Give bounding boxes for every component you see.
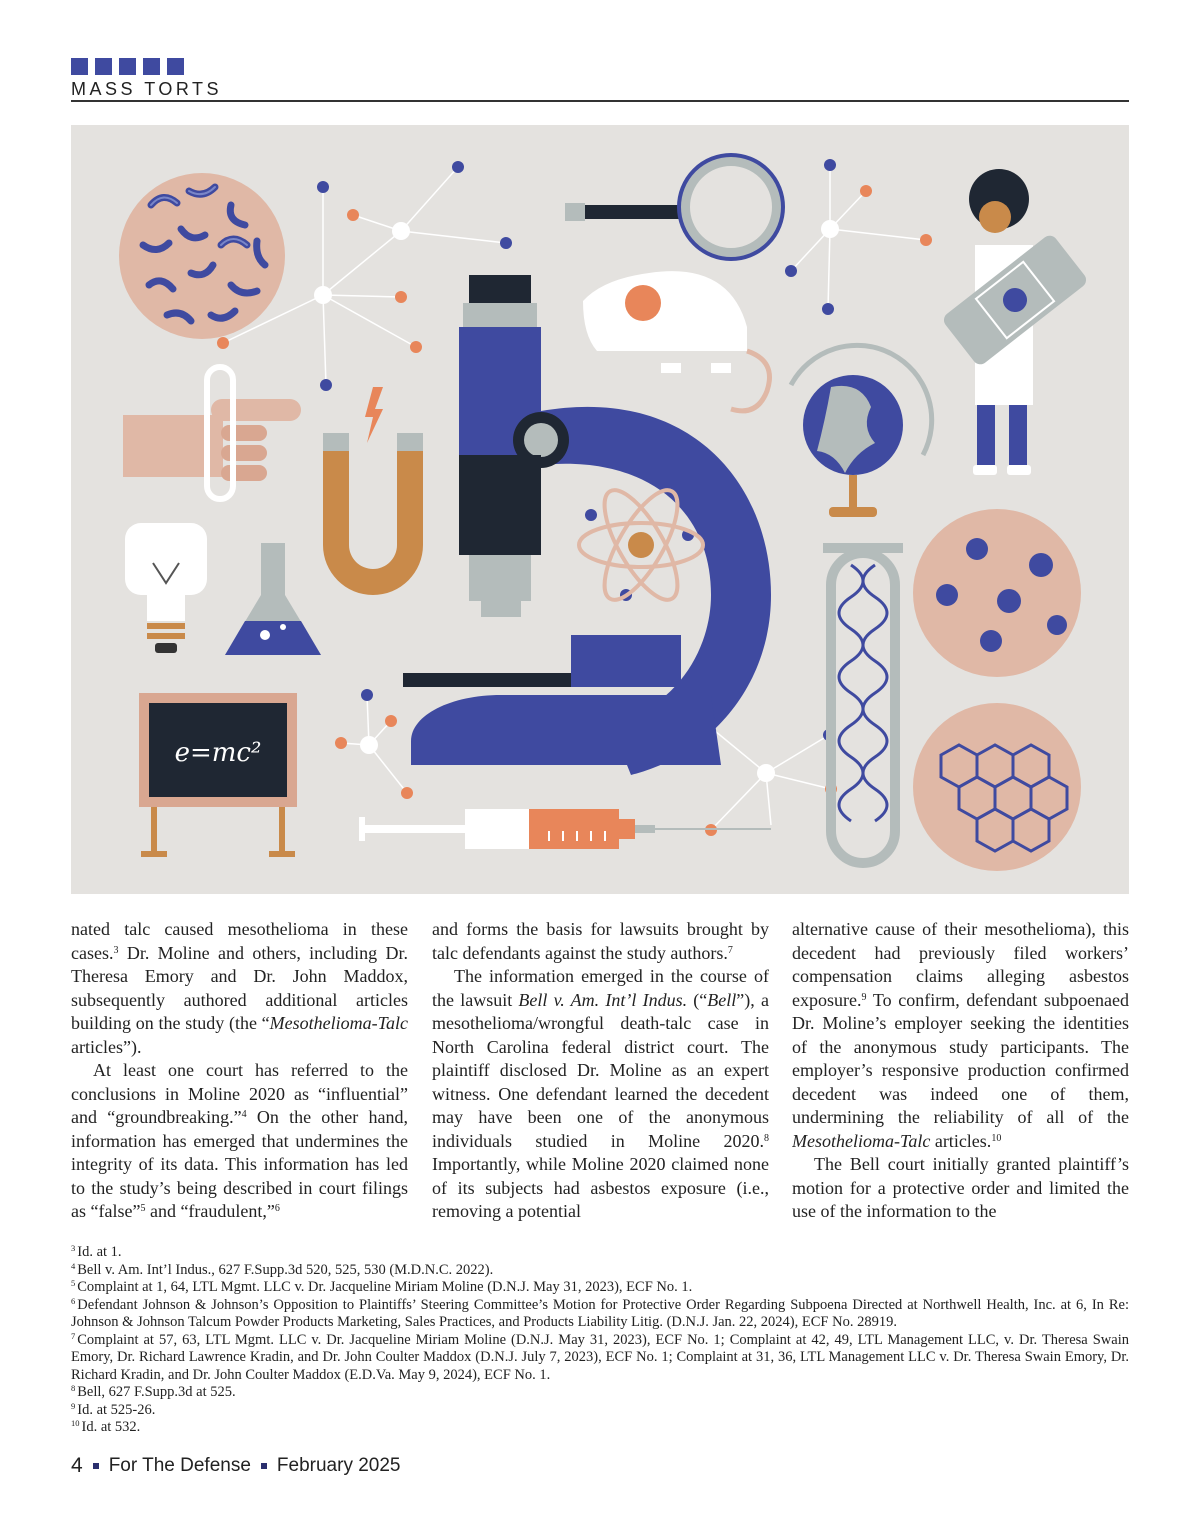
section-marker-squares: [71, 58, 184, 75]
footnote: [71, 1419, 1129, 1437]
footnote-number: 8: [71, 1383, 76, 1393]
science-illustration: [71, 125, 1129, 894]
footnotes: [71, 1244, 1129, 1437]
footnote: [71, 1384, 1129, 1402]
bullet-icon: [261, 1463, 267, 1469]
page-number: 4: [71, 1454, 83, 1477]
footnote: [71, 1297, 1129, 1332]
section-title: MASS TORTS: [71, 79, 223, 99]
page-footer: [71, 1454, 401, 1478]
footnote-text: Bell v. Am. Int’l Indus., 627 F.Supp.3d 520, 525, 530 (M.D.N.C. 2022).: [77, 1261, 494, 1278]
footnote: [71, 1262, 1129, 1280]
paragraph: nated talc caused mesothelioma in these cases.$^3$ Dr. Moline and others, including Dr. Theresa Emory and Dr. John Maddox, subsequently authored additional articles building on the study (the “Mesothelioma-Talc articles”).: [71, 919, 408, 1057]
bullet-icon: [93, 1463, 99, 1469]
footnote: [71, 1402, 1129, 1420]
paragraph: At least one court has referred to the conclusions in Moline 2020 as “influential” and “groundbreaking.”$^4$ On the other hand, information has emerged that undermines the integrity of its data. This information has led to the study’s being described in court filings as “false”$^5$ and “fraudulent,”$^6$: [71, 1060, 408, 1221]
footnote-text: Id. at 1.: [77, 1244, 122, 1260]
issue-date: February 2025: [276, 1455, 401, 1476]
footnote-text: Id. at 532.: [81, 1419, 141, 1435]
footnote-text: Bell, 627 F.Supp.3d at 525.: [77, 1384, 236, 1400]
footnote-number: 7: [71, 1330, 76, 1341]
footnote-text: Id. at 525-26.: [77, 1401, 156, 1418]
footnote-number: 3: [71, 1243, 76, 1253]
text-column-3: [792, 918, 1129, 1228]
footnote: [71, 1279, 1129, 1297]
publication-name: For The Defense: [108, 1455, 251, 1476]
paragraph: and forms the basis for lawsuits brought by talc defendants against the study authors.$^7$: [432, 919, 769, 963]
paragraph: The information emerged in the course of the lawsuit Bell v. Am. Int’l Indus. (“Bell”), a mesothelioma/wrongful death-talc case in North Carolina federal district court. The plaintiff disclosed Dr. Moline as an expert witness. One defendant learned the decedent may have been one of the anonymous individuals studied in Moline 2020.$^8$ Importantly, while Moline 2020 claimed none of its subjects had asbestos exposure (i.e., removing a potential: [432, 966, 769, 1221]
text-column-2: [432, 918, 769, 1228]
header-rule: [71, 100, 1129, 102]
paragraph: The Bell court initially granted plaintiff’s motion for a protective order and limited the use of the information to the: [792, 1154, 1129, 1221]
footnote-number: 5: [71, 1278, 76, 1288]
footnote-text: Complaint at 57, 63, LTL Mgmt. LLC v. Dr. Jacqueline Miriam Moline (D.N.J. May 31, 2023), ECF No. 1; Complaint at 42, 49, LTL Management LLC, v. Dr. Theresa Swain Emory, Dr. Richard Lawrence Kradin, and Dr. John Coulter Maddox (D.N.J. July 7, 2023), ECF No. 1; Complaint at 31, 36, LTL Management LLC v. Dr. Theresa Swain Emory, Dr. Richard Kradin, and Dr. John Coulter Maddox (E.D.Va. May 9, 2024), ECF No. 1.: [71, 1331, 1129, 1383]
footnote-number: 10: [71, 1418, 80, 1428]
equation-text: e=mc²: [174, 738, 262, 768]
footnote-number: 6: [71, 1295, 76, 1306]
footnote-text: Defendant Johnson & Johnson’s Opposition to Plaintiffs’ Steering Committee’s Motion for Protective Order Regarding Subpoena Directed at Northwell Health, Inc. at 6, In Re: Johnson & Johnson Talcum Powder Products Marketing, Sales Practices, and Products Liability Litig. (D.N.J. Jan. 22, 2024), ECF No. 28919.: [71, 1296, 1129, 1330]
footnote-number: 4: [71, 1260, 76, 1271]
footnote-number: 9: [71, 1400, 76, 1411]
footnote-text: Complaint at 1, 64, LTL Mgmt. LLC v. Dr. Jacqueline Miriam Moline (D.N.J. May 31, 2023), ECF No. 1.: [77, 1279, 693, 1295]
footnote: [71, 1332, 1129, 1385]
text-column-1: [71, 918, 408, 1228]
paragraph: alternative cause of their mesothelioma), this decedent had previously filed workers’ compensation claims alleging asbestos exposure.$^9$ To confirm, defendant subpoenaed Dr. Moline’s employer seeking the identities of the anonymous study participants. The employer’s responsive production confirmed decedent was indeed one of them, undermining the reliability of all of the Mesothelioma-Talc articles.$^{10}$: [792, 919, 1129, 1151]
footnote: [71, 1244, 1129, 1262]
